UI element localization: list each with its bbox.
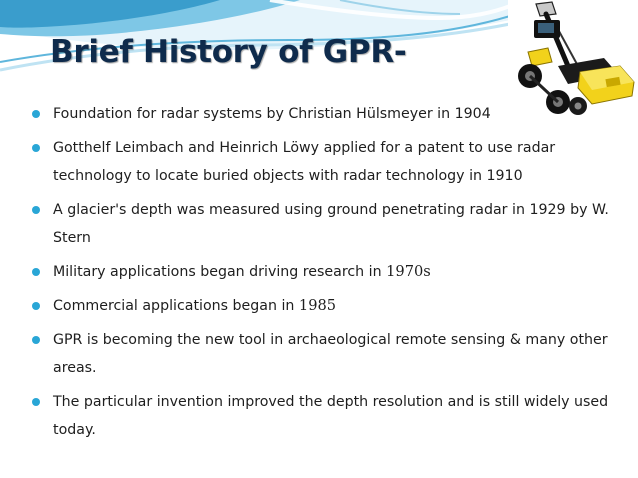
bullet-text: Foundation for radar systems by Christian Hülsmeyer in 1904 — [53, 106, 491, 122]
bullet-text: A glacier's depth was measured using ground penetrating radar in 1929 by W. Stern — [53, 202, 609, 246]
bullet-item — [30, 196, 610, 252]
bullet-year: 1985 — [298, 297, 337, 314]
bullet-text: Gotthelf Leimbach and Heinrich Löwy applied for a patent to use radar technology to locate buried objects with radar technology in 1910 — [53, 140, 556, 184]
bullet-item — [30, 388, 610, 444]
bullet-item — [30, 326, 610, 382]
bullet-text: Commercial applications began in — [53, 298, 299, 314]
bullet-list — [30, 100, 610, 450]
bullet-item — [30, 134, 610, 190]
slide-title: Brief History of GPR- — [50, 34, 407, 70]
bullet-item — [30, 258, 610, 286]
bullet-item — [30, 100, 610, 128]
bullet-item — [30, 292, 610, 320]
bullet-text: GPR is becoming the new tool in archaeological remote sensing & many other areas. — [53, 332, 608, 376]
bullet-year: 1970s — [386, 263, 431, 280]
bullet-text: The particular invention improved the depth resolution and is still widely used today. — [53, 394, 609, 438]
bullet-text: Military applications began driving research in — [53, 264, 387, 280]
